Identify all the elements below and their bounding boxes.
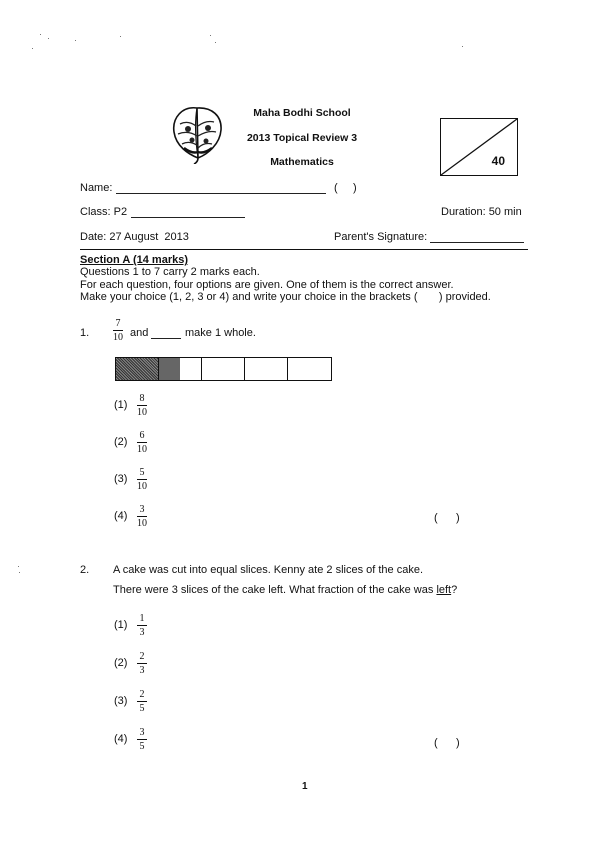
school-logo [168, 104, 226, 164]
fraction-bar [137, 739, 147, 740]
option-label: (3) [114, 695, 128, 707]
fraction-bar [137, 516, 147, 517]
fraction-numerator: 5 [139, 467, 145, 478]
fraction-bar [137, 442, 147, 443]
duration-label: Duration: 50 min [441, 206, 522, 218]
fraction-bar [113, 330, 123, 331]
fraction-denominator: 3 [139, 665, 145, 676]
question-fraction [113, 318, 123, 343]
fraction-numerator: 3 [139, 504, 145, 515]
question-number: 2. [80, 564, 90, 576]
option-fraction [137, 689, 147, 714]
answer-brackets[interactable]: ( ) [434, 512, 460, 524]
option-label: (2) [114, 657, 128, 669]
fraction-numerator: 7 [115, 318, 121, 329]
fraction-denominator: 5 [139, 703, 145, 714]
question-text [113, 584, 457, 596]
scan-speck [215, 42, 216, 43]
instruction-line: For each question, four options are given. One of them is the correct answer. [80, 279, 454, 291]
question-mark: ? [451, 584, 458, 596]
emphasized-word: left [436, 584, 452, 596]
instruction-line: Make your choice (1, 2, 3 or 4) and write your choice in the brackets ( ) provided. [80, 291, 491, 303]
option-label: (1) [114, 619, 128, 631]
option-fraction [137, 467, 147, 492]
scan-speck [75, 40, 76, 41]
option-fraction [137, 393, 147, 418]
score-box [440, 118, 518, 176]
fraction-denominator: 10 [137, 407, 147, 418]
scan-speck [210, 35, 211, 36]
option-label: (4) [114, 510, 128, 522]
fraction-numerator: 3 [139, 727, 145, 738]
fraction-denominator: 10 [137, 444, 147, 455]
scan-speck [18, 566, 19, 567]
name-field[interactable] [116, 193, 326, 194]
option-label: (3) [114, 473, 128, 485]
review-title: 2013 Topical Review 3 [246, 132, 358, 144]
answer-blank [151, 338, 181, 339]
total-marks: 40 [491, 154, 505, 168]
section-title: Section A (14 marks) [80, 254, 189, 266]
fraction-bar [137, 663, 147, 664]
option-fraction [137, 651, 147, 676]
fraction-bar [137, 405, 147, 406]
scan-speck [120, 36, 121, 37]
option-fraction [137, 727, 147, 752]
school-name: Maha Bodhi School [253, 107, 351, 119]
subject-title: Mathematics [270, 156, 334, 168]
answer-brackets[interactable]: ( ) [434, 737, 460, 749]
question-text: and [130, 327, 149, 339]
option-label: (2) [114, 436, 128, 448]
fraction-numerator: 2 [139, 689, 145, 700]
fraction-denominator: 10 [137, 518, 147, 529]
scan-speck [32, 48, 33, 49]
fraction-denominator: 5 [139, 741, 145, 752]
question-text: A cake was cut into equal slices. Kenny ate 2 slices of the cake. [113, 564, 424, 576]
register-number-brackets: ( ) [334, 182, 357, 194]
fraction-numerator: 6 [139, 430, 145, 441]
option-fraction [137, 613, 147, 638]
bar-cell [288, 358, 331, 380]
bar-cell [202, 358, 245, 380]
fraction-bar-model [115, 357, 332, 381]
header-divider [80, 249, 528, 250]
question-text-part: There were 3 slices of the cake left. What fraction of the cake was [113, 584, 434, 596]
parent-signature-field[interactable] [430, 242, 524, 243]
instruction-line: Questions 1 to 7 carry 2 marks each. [80, 266, 260, 278]
date-label: Date: 27 August 2013 [80, 231, 189, 243]
option-fraction [137, 430, 147, 455]
fraction-bar [137, 701, 147, 702]
option-fraction [137, 504, 147, 529]
fraction-bar [137, 479, 147, 480]
option-label: (4) [114, 733, 128, 745]
fraction-numerator: 2 [139, 651, 145, 662]
page-number: 1 [302, 781, 308, 792]
bar-cell-shaded [159, 358, 202, 380]
class-field[interactable] [131, 217, 245, 218]
scan-speck [19, 572, 20, 573]
class-label: Class: P2 [80, 206, 128, 218]
score-diagonal [441, 119, 517, 175]
scan-speck [48, 38, 49, 39]
scan-speck [462, 46, 463, 47]
option-label: (1) [114, 399, 128, 411]
fraction-numerator: 8 [139, 393, 145, 404]
parent-signature-label: Parent's Signature: [334, 231, 428, 243]
fraction-bar [137, 625, 147, 626]
question-text: make 1 whole. [185, 327, 256, 339]
fraction-numerator: 1 [139, 613, 145, 624]
bar-cell [245, 358, 288, 380]
fraction-denominator: 3 [139, 627, 145, 638]
fraction-denominator: 10 [137, 481, 147, 492]
question-number: 1. [80, 327, 90, 339]
scan-speck [40, 34, 41, 35]
name-label: Name: [80, 182, 113, 194]
fraction-denominator: 10 [113, 332, 123, 343]
bar-cell-shaded [116, 358, 159, 380]
